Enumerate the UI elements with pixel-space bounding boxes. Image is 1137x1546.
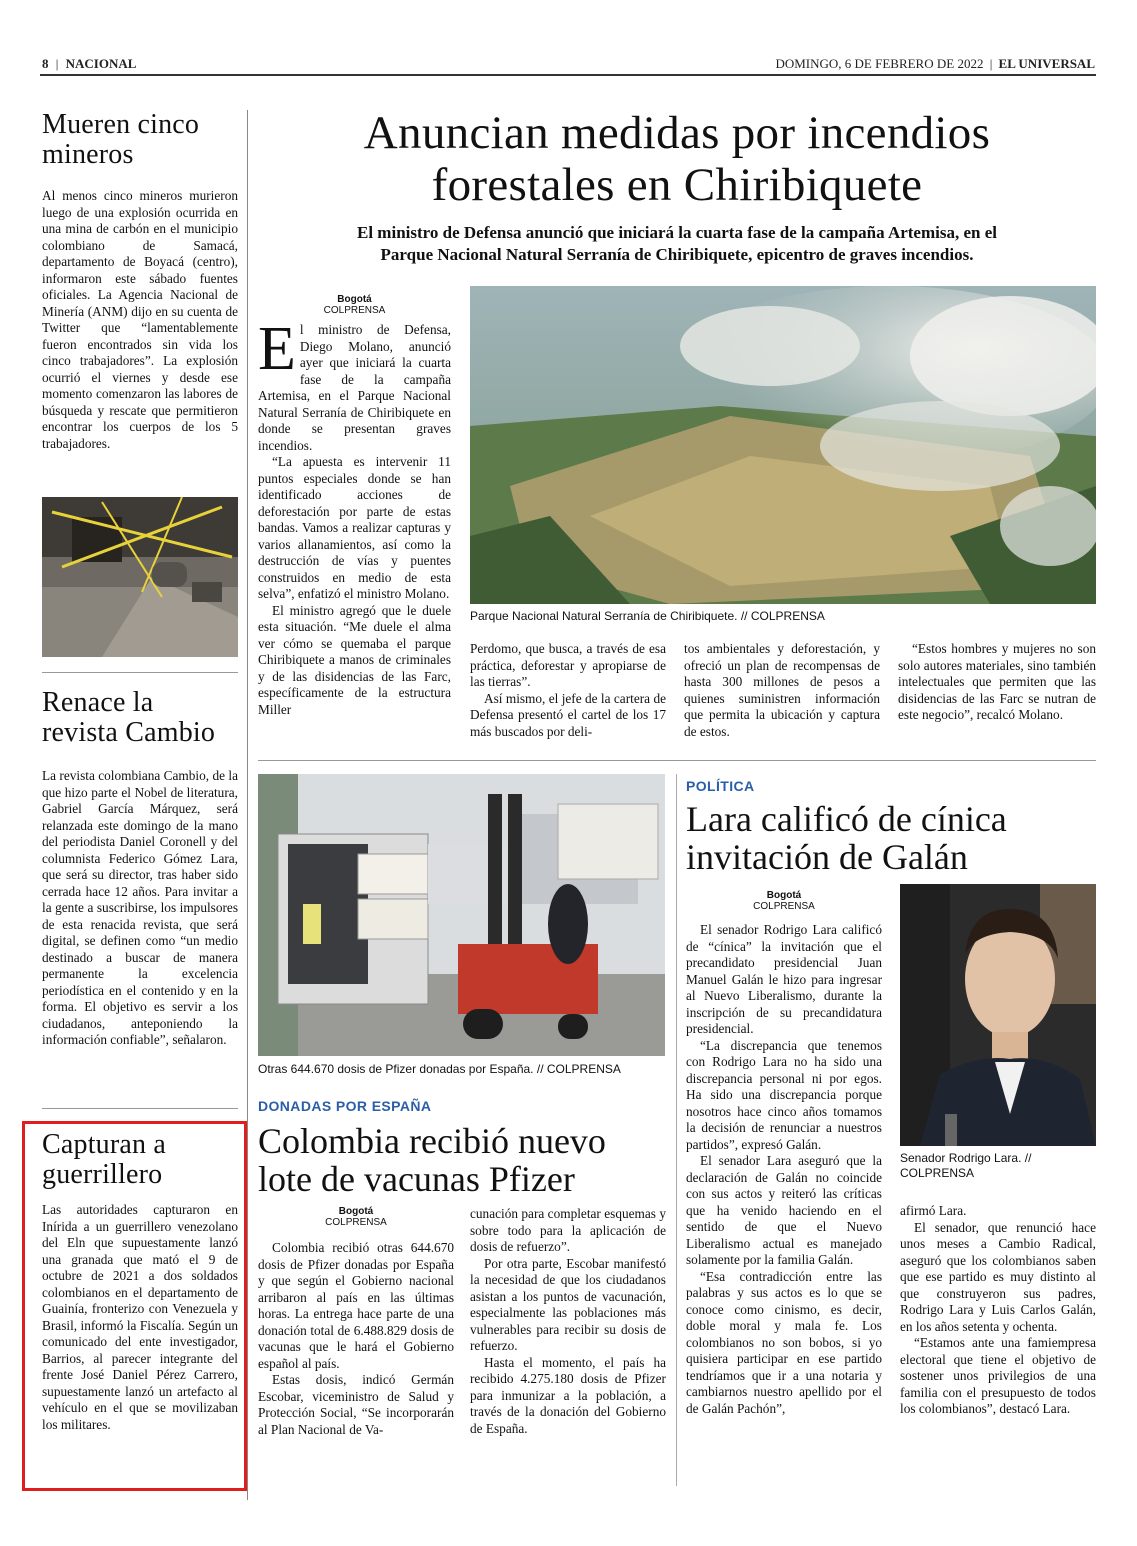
- photo-credit: // COLPRENSA: [900, 1151, 1032, 1180]
- page-section-label: 8 | NACIONAL: [42, 56, 137, 71]
- main-headline: Anuncian medidas por incendios forestales en Chiribiquete: [363, 107, 991, 211]
- vaccine-dateline: Bogotá COLPRENSA: [325, 1206, 387, 1228]
- section-name: NACIONAL: [65, 56, 137, 71]
- photo-credit: // COLPRENSA: [740, 609, 825, 623]
- wildfire-photo: [470, 286, 1096, 604]
- main-column-2: Perdomo, que busca, a través de esa práctica, deforestar y apropiarse de las tierras”. Así mismo, el jefe de la cartera de Defensa presentó el cartel de los 17 más buscados por deli-: [470, 641, 666, 739]
- drop-cap: E: [258, 315, 296, 383]
- vaccine-truck-photo: [258, 774, 665, 1056]
- column-divider: [676, 774, 677, 1486]
- story-body: La revista colombiana Cambio, de la que hizo parte el Nobel de literatura, Gabriel García Márquez, será relanzada este domingo de la mano del periodista Daniel Coronell y del columnista Federico Gómez Lara, que será su director, tras haber sido cerrada hace 12 años. Para invitar a la gente a suscribirse, los impulsores de esta renacida revista, que será digital, se definen como “un medio destinado a buscar de manera permanente la excelencia periodística en el contenido y en la forma. El objetivo es servir a los ciudadanos, anteponiendo la información confiable”, señalaron.: [42, 768, 238, 1047]
- photo-credit: // COLPRENSA: [536, 1062, 621, 1076]
- mine-photo: [42, 497, 238, 657]
- newspaper-name: EL UNIVERSAL: [998, 56, 1095, 71]
- vaccine-caption: Otras 644.670 dosis de Pfizer donadas por España. // COLPRENSA: [258, 1062, 621, 1076]
- column-divider: [247, 110, 248, 1500]
- politics-column-2: afirmó Lara. El senador, que renunció hace unos meses a Cambio Radical, aseguró que los colombianos saben que ese partido es muy distinto al que construyeron sus padres, Rodrigo Lara y Luis Carlos Galán, en los años setenta y ochenta. “Estamos ante una famiempresa electoral que tiene el objetivo de sostener unos privilegios de una familia con el presupuesto de todos los colombianos”, destacó Lara.: [900, 1203, 1096, 1416]
- sidebar-story-guerrilla: [42, 1130, 238, 1433]
- sidebar-divider: [42, 672, 238, 673]
- wildfire-caption: Parque Nacional Natural Serranía de Chiribiquete. // COLPRENSA: [470, 609, 825, 623]
- sidebar-divider: [42, 1108, 238, 1109]
- politics-column-1: El senador Rodrigo Lara calificó de “cínica” la invitación que el precandidato presidencial Juan Manuel Galán le hizo para ingresar al Nuevo Liberalismo, durante la inscripción de su precandidatura presidencial. “La discrepancia que tenemos con Rodrigo Lara no ha sido una discrepancia personal ni por egos. Ha sido una discrepancia porque nosotros hace cinco años tomamos la decisión de renunciar a nuestros partidos”, expresó Galán. El senador Lara aseguró que la declaración de Galán no coincide con sus actos y reiteró las críticas que ha venido haciendo en el sentido de que el Nuevo Liberalismo actual es manejado solamente por la familia Galán. “Esa contradicción entre las palabras y sus actos es lo que se conoce como cinismo, es decir, doble moral y mala fe. Los colombianos no son bobos, si yo quisiera participar en ese partido tendríamos que ir a una notaria y cambiarnos nuestro apellido por el de Galán Pachón”,: [686, 922, 882, 1416]
- story-body: Las autoridades capturaron en Inírida a un guerrillero venezolano del Eln que supuestamente lanzó una granada que mató el 9 de octubre de 2021 a dos soldados colombianos en el departamento de Guainía, fronterizo con Venezuela y Brasil, informó la Fiscalía. Según un comunicado del ente investigador, Barrios, al parecer integrante del frente José Daniel Pérez Carrero, supuestamente lanzó un artefacto al vehículo en el que se movilizaban los militares.: [42, 1202, 238, 1432]
- vaccine-column-2: cunación para completar esquemas y sobre todo para la aplicación de dosis de refuerzo”. Por otra parte, Escobar manifestó la necesidad de que los ciudadanos asistan a los puntos de vacunación, especialmente las poblaciones más vulnerables para recibir su dosis de refuerzo. Hasta el momento, el país ha recibido 4.275.180 dosis de Pfizer para inmunizar a la población, a través de la donación del Gobierno de España.: [470, 1206, 666, 1436]
- main-column-1: El ministro de Defensa, Diego Molano, anunció ayer que iniciará la cuarta fase de la campaña Artemisa, en el Parque Nacional Natural Serranía de Chiribiquete en donde se presentan graves incendios. “La apuesta es intervenir 11 puntos especiales donde se han identificado acciones de deforestación por parte de estas bandas. Vamos a realizar capturas y varios allanamientos, así como la destrucción de vías y puentes construidos en medio de esta selva”, enfatizó el ministro Molano. El ministro agregó que le duele esta situación. “Me duele el alma ver cómo se quemaba el parque Chiribiquete a manos de criminales y de las disidencias de las Farc, específicamente de la estructura Miller: [258, 315, 451, 717]
- sidebar-story-miners: [42, 110, 238, 452]
- main-dateline: Bogotá COLPRENSA: [323, 294, 386, 316]
- main-column-3: tos ambientales y deforestación, y ofreció un plan de recompensas de hasta 300 millones de pesos a quienes suministren información que permita la ubicación y captura de estos.: [684, 641, 880, 739]
- issue-date: DOMINGO, 6 DE FEBRERO DE 2022: [775, 56, 984, 71]
- header-rule: [40, 74, 1096, 76]
- story-title: Renace la revista Cambio: [42, 687, 216, 748]
- main-column-4: “Estos hombres y mujeres no son solo autores materiales, sino también intelectuales que permiten que las disidencias de las Farc se nutran de este negocio”, recalcó Molano.: [898, 641, 1096, 722]
- senator-photo: [900, 884, 1096, 1146]
- section-tag-politica: POLÍTICA: [686, 778, 755, 794]
- story-divider: [258, 760, 1096, 761]
- story-title: Mueren cinco mineros: [42, 109, 200, 170]
- story-title: Capturan a guerrillero: [42, 1129, 167, 1190]
- page-dateline: DOMINGO, 6 DE FEBRERO DE 2022 | EL UNIVERSAL: [775, 56, 1095, 71]
- main-deck: El ministro de Defensa anunció que iniciará la cuarta fase de la campaña Artemisa, en el Parque Nacional Natural Serranía de Chiribiquete, epicentro de graves incendios.: [357, 223, 997, 264]
- vaccine-column-1: Colombia recibió otras 644.670 dosis de Pfizer donadas por España y que según el Gobierno nacional arribaron al país en las últimas horas. La entrega hace parte de una donación total de 6.488.829 dosis de vacunas que le hará el Gobierno español al país. Estas dosis, indicó Germán Escobar, viceministro de Salud y Protección Social, “Se incorporarán al Plan Nacional de Va-: [258, 1240, 454, 1437]
- politics-dateline: Bogotá COLPRENSA: [753, 890, 815, 912]
- section-tag-donadas: DONADAS POR ESPAÑA: [258, 1098, 432, 1114]
- sidebar-story-cambio: [42, 688, 238, 1049]
- story-body: Al menos cinco mineros murieron luego de una explosión ocurrida en una mina de carbón en el municipio colombiano de Samacá, departamento de Boyacá (centro), informaron este sábado fuentes oficiales. La Agencia Nacional de Minería (ANM) dijo en su cuenta de Twitter que “lamentablemente fueron encontrados sin vida los cinco trabajadores”. La explosión ocurrió el viernes y desde ese momento comenzaron las labores de búsqueda y rescate que permitieron encontrar los cuerpos de los 5 trabajadores.: [42, 188, 238, 451]
- vaccine-headline: Colombia recibió nuevo lote de vacunas Pfizer: [258, 1121, 606, 1199]
- page-number: 8: [42, 56, 49, 71]
- senator-caption: Senador Rodrigo Lara. // COLPRENSA: [900, 1151, 1032, 1180]
- politics-headline: Lara calificó de cínica invitación de Galán: [686, 799, 1007, 877]
